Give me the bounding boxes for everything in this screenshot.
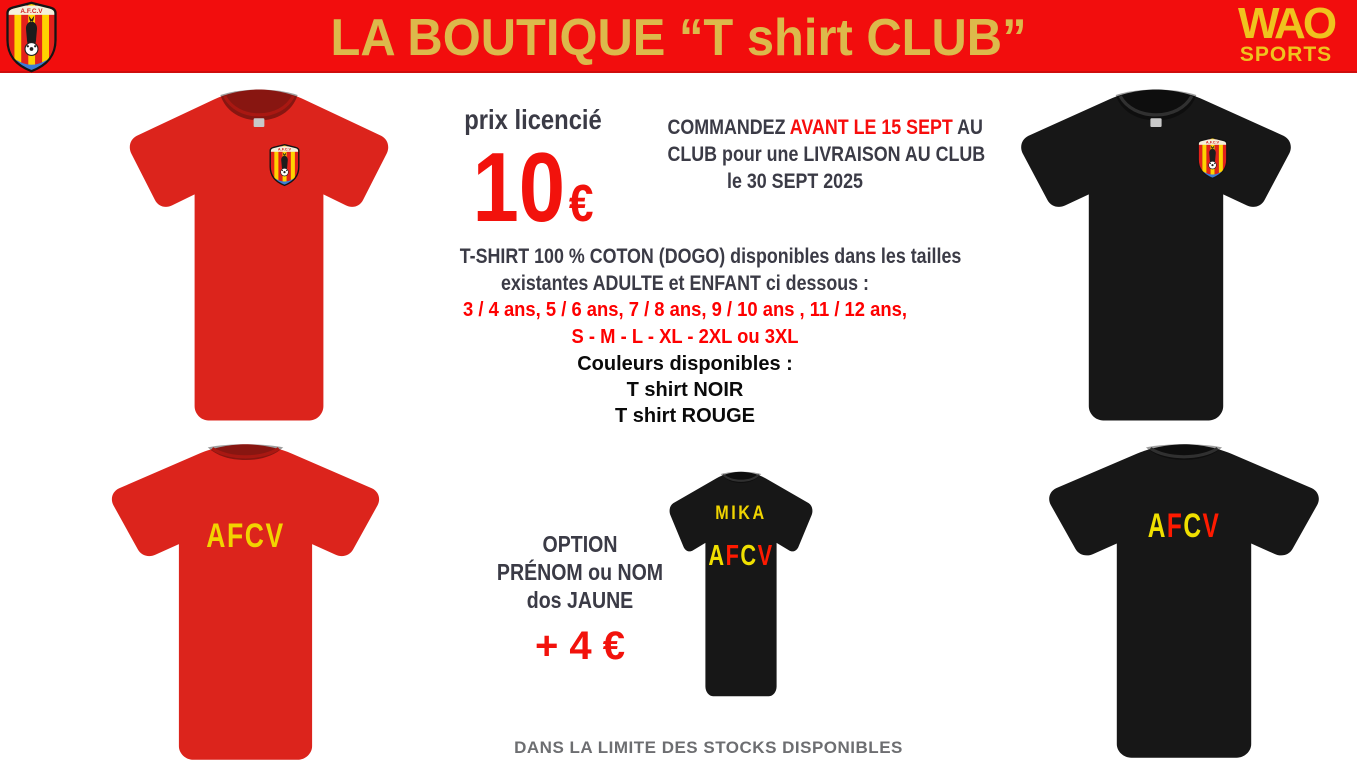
color-option-red: T shirt ROUGE bbox=[614, 405, 755, 427]
tshirt-red-front bbox=[98, 84, 420, 426]
option-line-2: PRÉNOM ou NOM bbox=[496, 559, 664, 585]
price-value bbox=[448, 132, 618, 242]
header-band bbox=[0, 0, 1357, 73]
tshirt-black-back-graphic bbox=[1016, 439, 1352, 763]
price-amount: 10 bbox=[472, 132, 566, 242]
print-letter: A bbox=[708, 539, 726, 572]
tshirt-red-back bbox=[79, 439, 412, 765]
order-line-1-suffix: AU bbox=[952, 116, 983, 139]
order-line-3: le 30 SEPT 2025 bbox=[727, 170, 863, 193]
option-line-1: OPTION bbox=[542, 531, 618, 557]
back-print-name: MIKA bbox=[715, 502, 767, 524]
option-info bbox=[480, 530, 680, 669]
order-line-1-prefix: COMMANDEZ bbox=[667, 116, 790, 139]
tshirt-black-front bbox=[988, 84, 1324, 426]
product-info bbox=[420, 243, 962, 429]
print-letter: F bbox=[725, 539, 741, 572]
option-price: + 4 € bbox=[534, 624, 626, 668]
print-letter: F bbox=[1166, 507, 1184, 546]
brand-subtitle: SPORTS bbox=[1239, 43, 1333, 66]
option-line-3: dos JAUNE bbox=[526, 587, 634, 613]
brand-wordmark: WAO bbox=[1237, 0, 1335, 48]
print-letter: C bbox=[1183, 507, 1203, 546]
sizes-child: 3 / 4 ans, 5 / 6 ans, 7 / 8 ans, 9 / 10 ans , 11 / 12 ans, bbox=[463, 299, 907, 321]
order-line-2: CLUB pour une LIVRAISON AU CLUB bbox=[667, 143, 986, 166]
product-line-1: T-SHIRT 100 % COTON (DOGO) disponibles dans les tailles bbox=[459, 245, 962, 268]
print-letter: A bbox=[1147, 507, 1167, 546]
club-crest-icon bbox=[1196, 136, 1229, 180]
product-line-2: existantes ADULTE et ENFANT ci dessous : bbox=[501, 272, 869, 295]
colors-label: Couleurs disponibles : bbox=[577, 353, 793, 375]
price-label: prix licencié bbox=[464, 104, 602, 135]
tshirt-black-front-graphic bbox=[988, 84, 1324, 426]
wao-sports-logo bbox=[1225, 1, 1347, 65]
back-print-afcv: AFCV bbox=[206, 517, 285, 556]
print-letter: V bbox=[757, 539, 774, 572]
print-letter: C bbox=[740, 539, 758, 572]
print-letter: V bbox=[1202, 507, 1221, 546]
price-currency: € bbox=[568, 175, 594, 233]
back-print-afcv bbox=[1063, 507, 1305, 546]
color-option-black: T shirt NOIR bbox=[626, 379, 744, 401]
order-line-1 bbox=[667, 114, 983, 141]
order-info bbox=[667, 114, 986, 195]
sizes-adult: S - M - L - XL - 2XL ou 3XL bbox=[571, 326, 799, 348]
page-title: LA BOUTIQUE “T shirt CLUB” bbox=[330, 9, 1027, 67]
tshirt-red-back-graphic bbox=[79, 439, 412, 765]
order-deadline: AVANT LE 15 SEPT bbox=[789, 116, 953, 139]
tshirt-black-back bbox=[1016, 439, 1352, 763]
tshirt-red-front-graphic bbox=[98, 84, 420, 426]
club-crest-icon bbox=[268, 143, 301, 187]
back-print-afcv bbox=[674, 540, 808, 573]
stock-disclaimer: DANS LA LIMITE DES STOCKS DISPONIBLES bbox=[514, 738, 903, 757]
price-block bbox=[448, 103, 618, 242]
